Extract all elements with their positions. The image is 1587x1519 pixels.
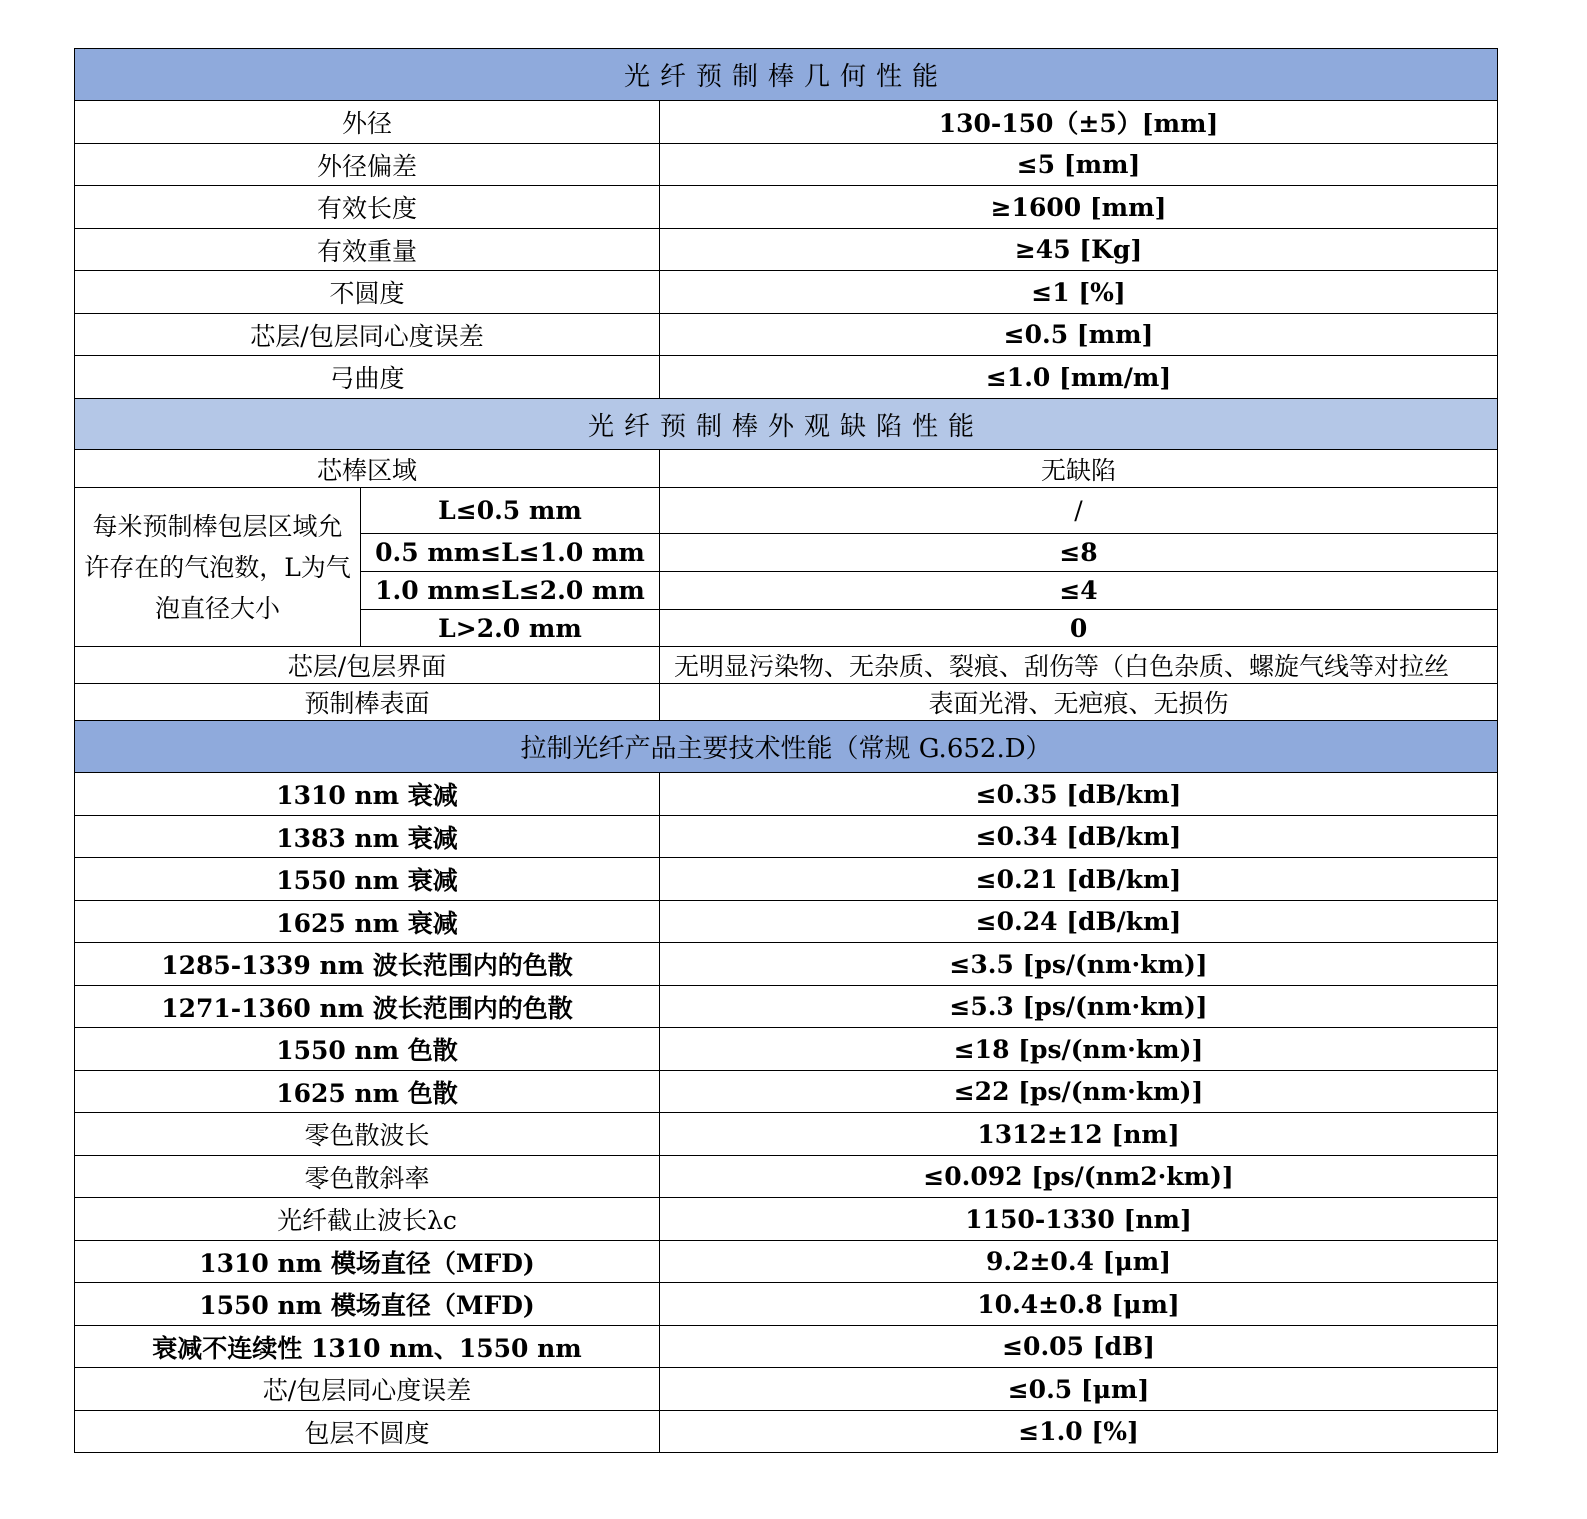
row-label: 衰减不连续性 1310 nm、1550 nm bbox=[75, 1326, 660, 1368]
row-value: 130-150（±5）[mm] bbox=[660, 101, 1498, 144]
row-value: ≥45 [Kg] bbox=[660, 229, 1498, 271]
row-value: 1312±12 [nm] bbox=[660, 1113, 1498, 1156]
bubble-group-label: 每米预制棒包层区域允许存在的气泡数，L为气泡直径大小 bbox=[75, 488, 361, 647]
row-label: 1550 nm 模场直径（MFD) bbox=[75, 1283, 660, 1326]
row-label: 1271-1360 nm 波长范围内的色散 bbox=[75, 986, 660, 1028]
row-label: 1383 nm 衰减 bbox=[75, 816, 660, 858]
row-value: ≤5 [mm] bbox=[660, 144, 1498, 186]
row-label: 零色散斜率 bbox=[75, 1156, 660, 1198]
row-value: 9.2±0.4 [μm] bbox=[660, 1241, 1498, 1283]
row-value: ≤1 [%] bbox=[660, 271, 1498, 314]
bubble-value: ≤4 bbox=[660, 572, 1498, 610]
row-value: ≤0.5 [mm] bbox=[660, 314, 1498, 356]
bubble-size: 1.0 mm≤L≤2.0 mm bbox=[361, 572, 660, 610]
row-value: 10.4±0.8 [μm] bbox=[660, 1283, 1498, 1326]
row-value: ≤1.0 [mm/m] bbox=[660, 356, 1498, 399]
row-value: ≤0.34 [dB/km] bbox=[660, 816, 1498, 858]
row-value: ≤5.3 [ps/(nm·km)] bbox=[660, 986, 1498, 1028]
row-label: 1550 nm 色散 bbox=[75, 1028, 660, 1071]
row-value: ≤18 [ps/(nm·km)] bbox=[660, 1028, 1498, 1071]
row-value: ≤0.21 [dB/km] bbox=[660, 858, 1498, 901]
row-value: ≤0.35 [dB/km] bbox=[660, 773, 1498, 816]
bubble-size: L>2.0 mm bbox=[361, 610, 660, 647]
row-value: ≤22 [ps/(nm·km)] bbox=[660, 1071, 1498, 1113]
row-label: 有效长度 bbox=[75, 186, 660, 229]
row-label: 预制棒表面 bbox=[75, 684, 660, 721]
row-value: 无缺陷 bbox=[660, 450, 1498, 488]
row-label: 1625 nm 衰减 bbox=[75, 901, 660, 943]
row-label: 包层不圆度 bbox=[75, 1411, 660, 1453]
row-label: 芯层/包层界面 bbox=[75, 647, 660, 684]
row-value: 1150-1330 [nm] bbox=[660, 1198, 1498, 1241]
section-title-geometry: 光纤预制棒几何性能 bbox=[75, 49, 1498, 101]
row-label: 1310 nm 模场直径（MFD) bbox=[75, 1241, 660, 1283]
row-value: ≤0.5 [μm] bbox=[660, 1368, 1498, 1411]
bubble-size: L≤0.5 mm bbox=[361, 488, 660, 534]
row-label: 芯层/包层同心度误差 bbox=[75, 314, 660, 356]
row-value: ≤0.092 [ps/(nm2·km)] bbox=[660, 1156, 1498, 1198]
row-label: 芯棒区域 bbox=[75, 450, 660, 488]
row-label: 芯/包层同心度误差 bbox=[75, 1368, 660, 1411]
row-value: ≤3.5 [ps/(nm·km)] bbox=[660, 943, 1498, 986]
section-title-defects: 光纤预制棒外观缺陷性能 bbox=[75, 399, 1498, 450]
bubble-size: 0.5 mm≤L≤1.0 mm bbox=[361, 534, 660, 572]
row-value: 表面光滑、无疤痕、无损伤 bbox=[660, 684, 1498, 721]
row-label: 零色散波长 bbox=[75, 1113, 660, 1156]
bubble-value: / bbox=[660, 488, 1498, 534]
row-label: 不圆度 bbox=[75, 271, 660, 314]
bubble-value: ≤8 bbox=[660, 534, 1498, 572]
row-value: 无明显污染物、无杂质、裂痕、刮伤等（白色杂质、螺旋气线等对拉丝 bbox=[660, 647, 1498, 684]
row-label: 外径 bbox=[75, 101, 660, 144]
row-value: ≤0.24 [dB/km] bbox=[660, 901, 1498, 943]
row-value: ≤1.0 [%] bbox=[660, 1411, 1498, 1453]
row-value: ≥1600 [mm] bbox=[660, 186, 1498, 229]
row-label: 1310 nm 衰减 bbox=[75, 773, 660, 816]
spec-table bbox=[74, 48, 1498, 1453]
row-label: 1550 nm 衰减 bbox=[75, 858, 660, 901]
bubble-value: 0 bbox=[660, 610, 1498, 647]
row-label: 外径偏差 bbox=[75, 144, 660, 186]
row-label: 1285-1339 nm 波长范围内的色散 bbox=[75, 943, 660, 986]
row-label: 弓曲度 bbox=[75, 356, 660, 399]
row-value: ≤0.05 [dB] bbox=[660, 1326, 1498, 1368]
section-title-fiber-performance: 拉制光纤产品主要技术性能（常规 G.652.D） bbox=[75, 721, 1498, 773]
row-label: 1625 nm 色散 bbox=[75, 1071, 660, 1113]
row-label: 光纤截止波长λc bbox=[75, 1198, 660, 1241]
row-label: 有效重量 bbox=[75, 229, 660, 271]
